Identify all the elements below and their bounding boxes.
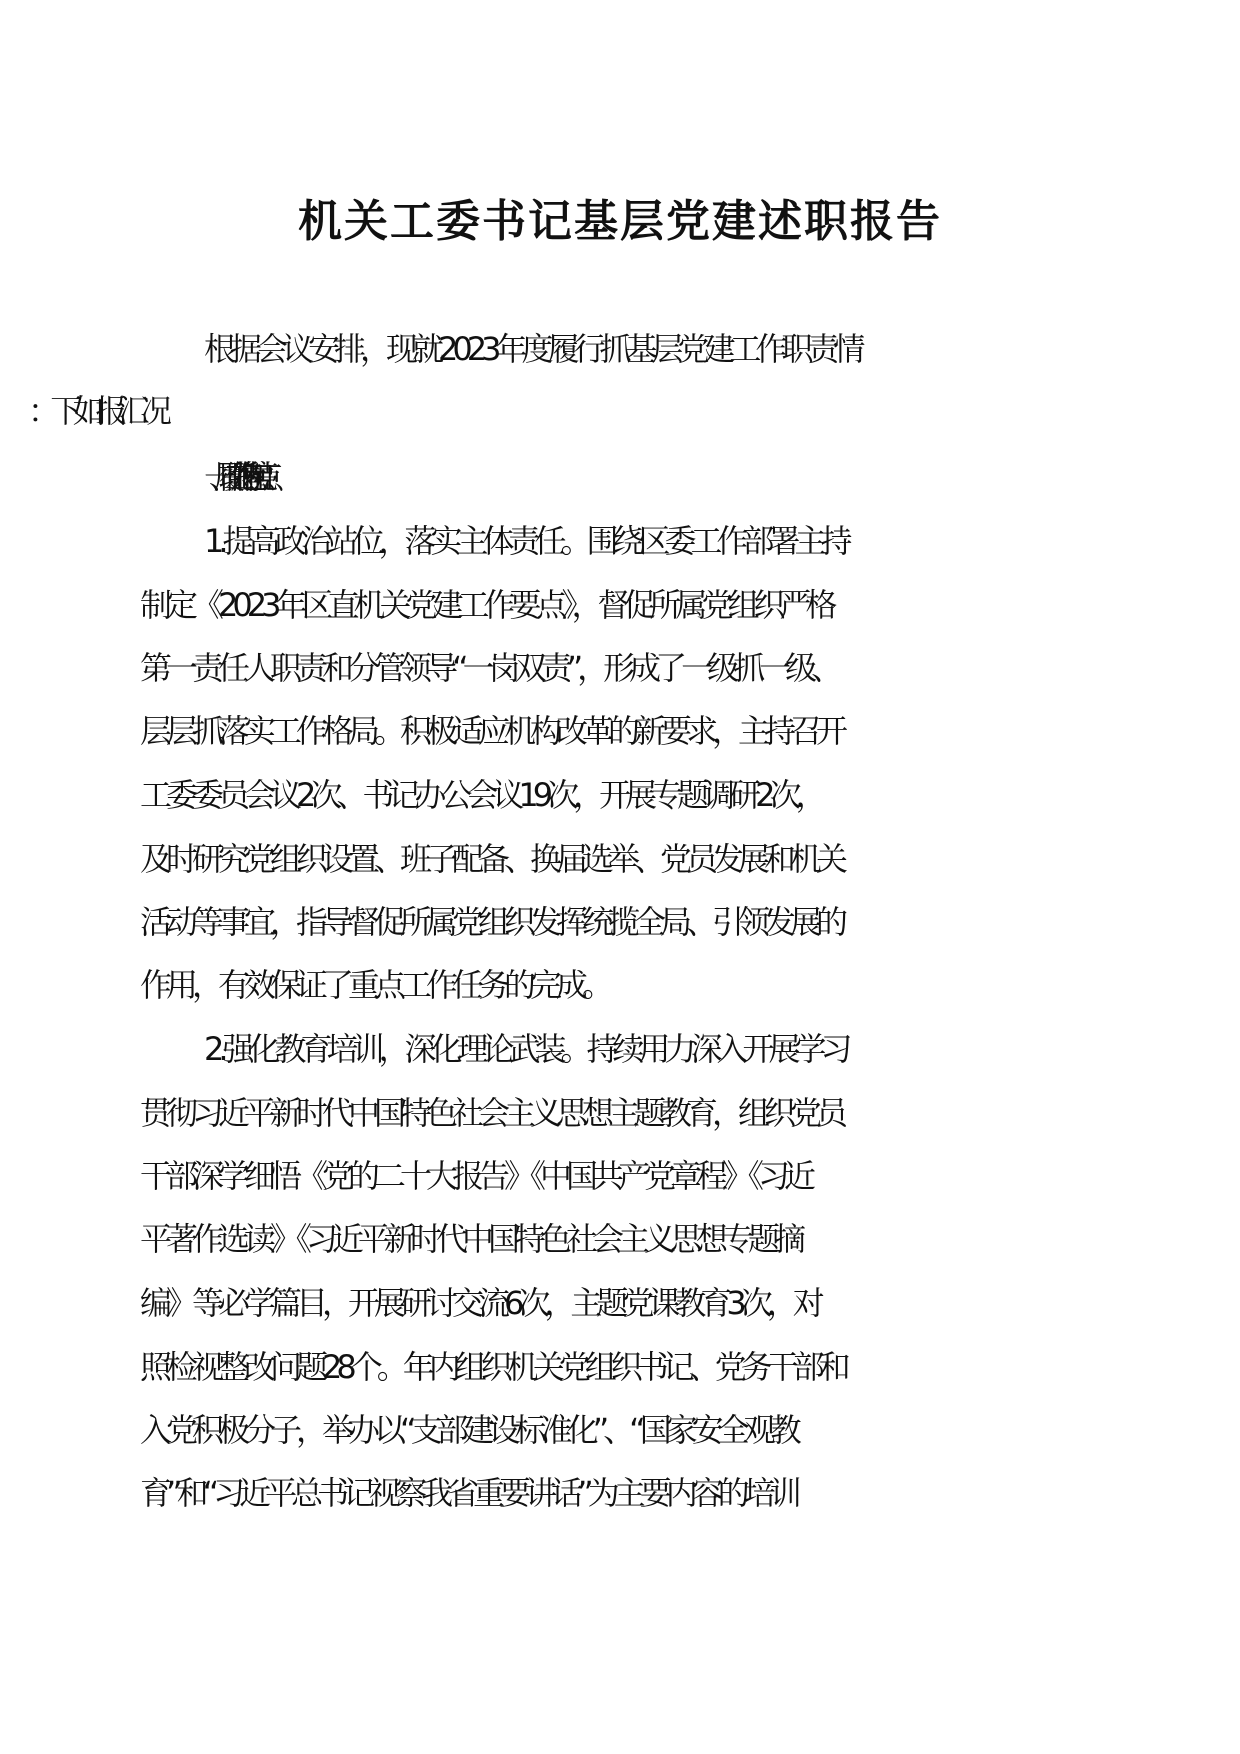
text-line [0, 1407, 1240, 1453]
text-line-content: 工委委员会议2次、书记办公会议19次，开展专题调研2次， [140, 776, 822, 814]
text-line-content: 层层抓落实工作格局。积极适应机构改革的新要求，主持召开 [140, 712, 843, 750]
text-line [0, 1216, 1240, 1262]
text-line-content: 照检视整改问题28个。年内组织机关党组织书记、党务干部和 [140, 1348, 845, 1386]
text-line-content: 1.提高政治站位，落实主体责任。围绕区委工作部署主持 [204, 522, 847, 560]
text-line [0, 582, 1240, 628]
text-line-content [0, 388, 1240, 434]
text-line-content: 制定《2023年区直机关党建工作要点》，督促所属党组织严格 [140, 586, 832, 624]
text-line-content: 第一责任人职责和分管领导“一岗双责”，形成了一级抓一级、 [140, 649, 838, 687]
text-line-content: 平著作选读》《习近平新时代中国特色社会主义思想专题摘 [140, 1220, 801, 1258]
text-line-content: 一、履职工作特色和亮点 [204, 458, 257, 496]
text-line-content: 作用，有效保证了重点工作任务的完成。 [140, 966, 609, 1004]
text-line-content: 育”和“习近平总书记视察我省重要讲话”为主要内容的培训 [140, 1474, 796, 1512]
text-line [0, 1470, 1240, 1516]
text-line [0, 1090, 1240, 1136]
text-line [0, 899, 1240, 945]
text-line [0, 1026, 1240, 1072]
document-title: 机关工委书记基层党建述职报告 [298, 196, 942, 247]
text-line [0, 645, 1240, 691]
text-line-content: 及时研究党组织设置、班子配备、换届选举、党员发展和机关 [140, 840, 843, 878]
text-line-content: 2.强化教育培训，深化理论武装。持续用力深入开展学习 [204, 1030, 847, 1068]
text-line-content: 根据会议安排，现就2023年度履行抓基层党建工作职责情 [204, 330, 860, 368]
text-line-content: 贯彻习近平新时代中国特色社会主义思想主题教育，组织党员 [140, 1094, 843, 1132]
text-line [0, 772, 1240, 818]
text-line [0, 388, 1240, 434]
text-line [0, 1153, 1240, 1199]
text-line [0, 1344, 1240, 1390]
text-line [0, 518, 1240, 564]
text-line [0, 962, 1240, 1008]
text-line-content: 入党积极分子，举办以“支部建设标准化”、“国家安全观教 [140, 1411, 796, 1449]
text-line-content: 编》等必学篇目，开展研讨交流6次，主题党课教育3次，对 [140, 1284, 819, 1322]
text-line [0, 708, 1240, 754]
text-line [0, 1280, 1240, 1326]
text-line-content: 干部深学细悟《党的二十大报告》《中国共产党章程》《习近 [140, 1157, 811, 1195]
text-line [0, 326, 1240, 372]
text-line [0, 454, 1240, 500]
text-line-content: 活动等事宜，指导督促所属党组织发挥统揽全局、引领发展的 [140, 903, 843, 941]
text-line [0, 836, 1240, 882]
